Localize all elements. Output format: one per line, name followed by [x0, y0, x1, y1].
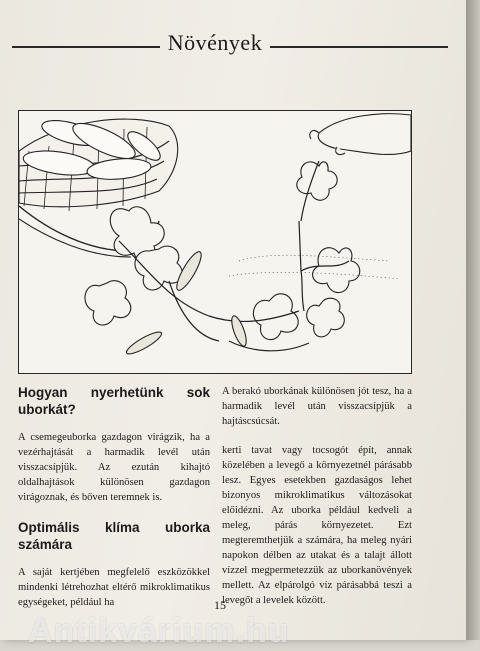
heading-optimal-climate: Optimális klíma uborka számára: [18, 520, 210, 552]
header-rule-right: [270, 46, 448, 48]
right-paragraph-2: kerti tavat vagy tocsogót épít, annak közelében a levegő a környezetnél párásabb lesz. Egyes esetekben gazdaságos lehet bizonyos mikroklimatikus változásokat előidézni. Az uborka például kedveli a meleg, párás környezetet. Ezt megteremthetjük a számára, ha meleg nyári napokon délben az utakat és a talajt állott vízzel megpermetezzük az uborkanövények mellett. Az elpárolgó víz párásabbá teszi a levegőt a levelek között.: [222, 445, 412, 606]
hand-drawing: [310, 114, 411, 155]
heading-many-cucumbers: Hogyan nyerhetünk sok uborkát?: [18, 385, 210, 417]
right-paragraph-1: A berakó uborkának különösen jót tesz, ha a harmadik levél után visszacsípjük a hajtáscsúcsát.: [222, 386, 412, 427]
right-column: [222, 384, 412, 614]
left-paragraph-2: A saját kertjében megfelelő eszközökkel mindenki létrehozhat eltérő mikroklimatikus egységeket, például ha: [18, 567, 210, 608]
header-rule-left: [12, 46, 160, 48]
left-paragraph-1: A csemegeuborka gazdagon virágzik, ha a vezérhajtását a harmadik levél után visszacsípjük. Az ezután kihajtó oldalhajtások különösen gazdagon virágoznak, és bőven teremnek is.: [18, 432, 210, 503]
watermark: Antikvárium.hu: [28, 612, 290, 650]
section-title: Növények: [167, 30, 263, 55]
page-number: 15: [214, 598, 226, 612]
cucumber-drawing: [19, 111, 411, 373]
cucumber-illustration: [18, 110, 412, 374]
left-column: [18, 384, 210, 616]
book-spine: [466, 0, 480, 640]
